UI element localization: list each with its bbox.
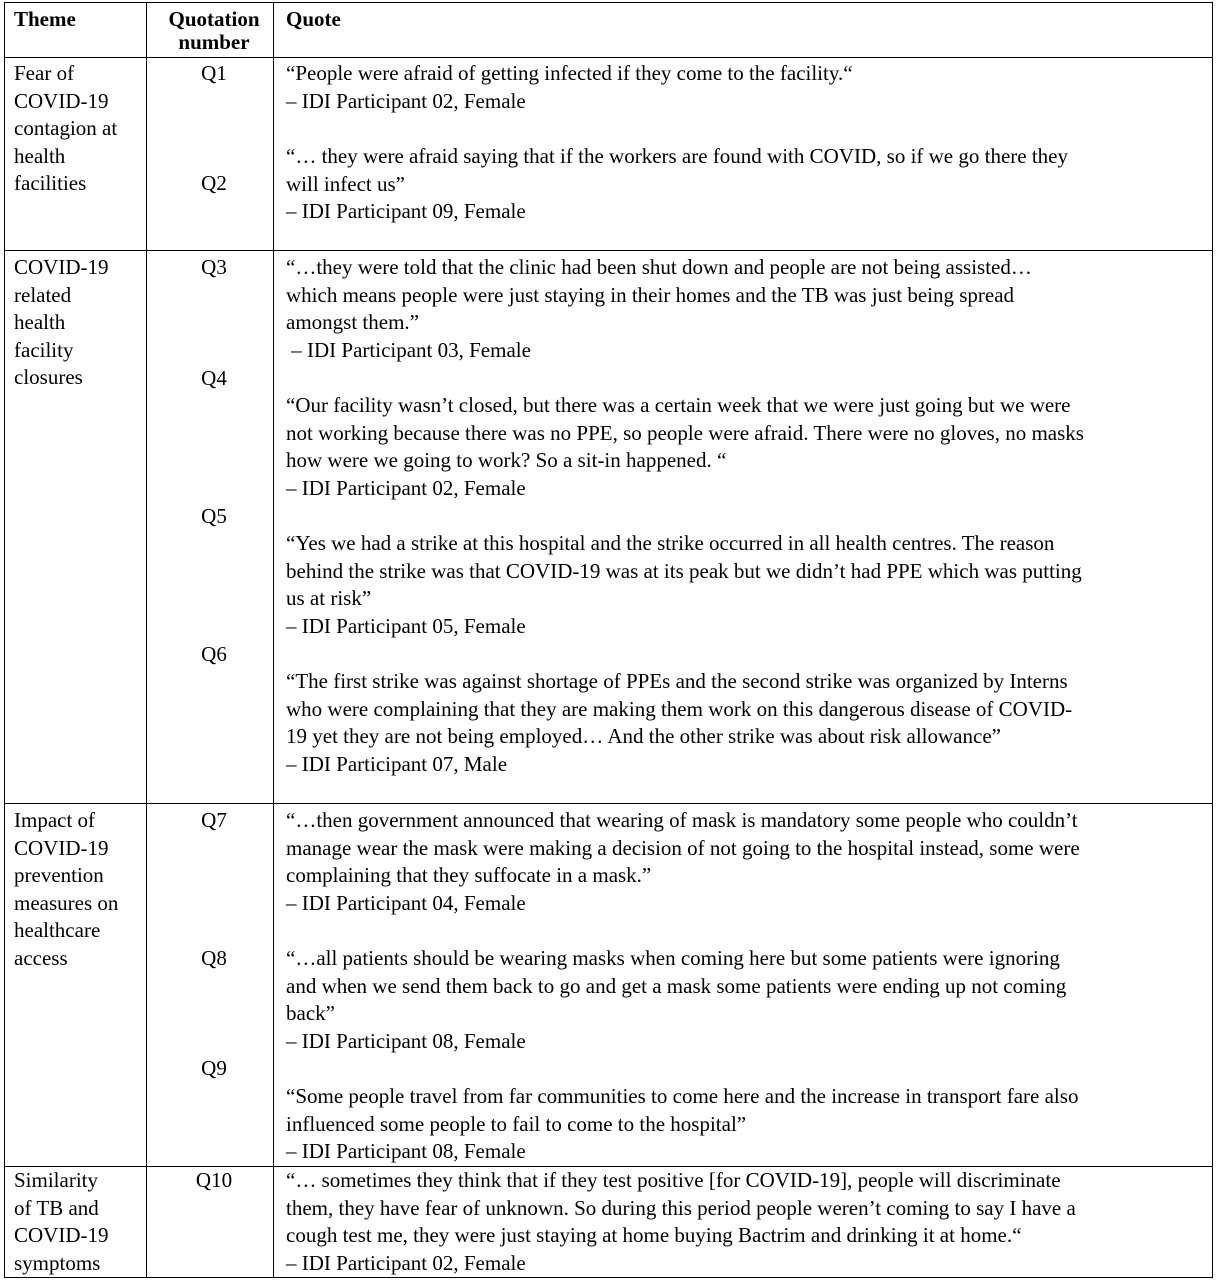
quote-line: “… they were afraid saying that if the workers are found with COVID, so if we go there they bbox=[286, 144, 1069, 168]
quote-line: influenced some people to fail to come to the hospital” bbox=[286, 1111, 747, 1136]
quote-line: “…all patients should be wearing masks when coming here but some patients were ignoring bbox=[286, 946, 1060, 970]
quotation-number: Q2 bbox=[201, 171, 227, 195]
quote-line: “… sometimes they think that if they test positive [for COVID-19], people will discriminate bbox=[286, 1168, 1061, 1192]
quotation-number: Q8 bbox=[201, 946, 227, 970]
theme-line: COVID-19 bbox=[14, 255, 109, 279]
quote-line: not working because there was no PPE, so people were afraid. There were no gloves, no masks bbox=[286, 420, 1084, 445]
theme-line: healthcare bbox=[14, 918, 101, 942]
quote-attribution: – IDI Participant 07, Male bbox=[286, 751, 508, 776]
quote-line: “…they were told that the clinic had been shut down and people are not being assisted… bbox=[286, 255, 1032, 279]
quote-attribution: – IDI Participant 08, Female bbox=[286, 1139, 526, 1163]
quote-line: 19 yet they are not being employed… And the other strike was about risk allowance” bbox=[286, 724, 1001, 748]
theme-cell bbox=[14, 60, 149, 198]
quote-line: which means people were just staying in their homes and the TB was just being spread bbox=[286, 282, 1015, 307]
theme-line: measures on bbox=[14, 890, 119, 915]
quote-attribution: – IDI Participant 02, Female bbox=[286, 1250, 526, 1275]
quote-line: will infect us” bbox=[286, 171, 405, 196]
quote-block bbox=[286, 807, 1206, 917]
quote-line: manage wear the mask were making a decision of not going to the hospital instead, some were bbox=[286, 835, 1080, 860]
quotes-table bbox=[4, 2, 1213, 1278]
quote-line: “Yes we had a strike at this hospital and the strike occurred in all health centres. The reason bbox=[286, 531, 1055, 555]
theme-line: health bbox=[14, 143, 66, 168]
quote-attribution: – IDI Participant 03, Female bbox=[286, 337, 531, 362]
quote-attribution: – IDI Participant 08, Female bbox=[286, 1028, 526, 1053]
quote-block bbox=[286, 668, 1206, 778]
quotation-number: Q3 bbox=[201, 255, 227, 279]
quote-block bbox=[286, 1083, 1206, 1166]
theme-line: health bbox=[14, 310, 66, 334]
quote-block bbox=[286, 143, 1206, 226]
quotation-number: Q1 bbox=[201, 61, 227, 85]
quote-block bbox=[286, 60, 1206, 115]
theme-line: facility bbox=[14, 337, 74, 362]
theme-line: Fear of bbox=[14, 61, 75, 85]
theme-line: Impact of bbox=[14, 808, 96, 832]
header-quotation-number bbox=[155, 8, 273, 54]
quotation-number: Q9 bbox=[201, 1056, 227, 1080]
header-theme: Theme bbox=[14, 7, 76, 31]
quote-block bbox=[286, 945, 1206, 1055]
theme-line: symptoms bbox=[14, 1250, 101, 1275]
quote-line: us at risk” bbox=[286, 586, 372, 610]
quote-line: “The first strike was against shortage of PPEs and the second strike was organized by Interns bbox=[286, 669, 1068, 693]
theme-line: prevention bbox=[14, 863, 104, 887]
quote-line: behind the strike was that COVID-19 was at its peak but we didn’t had PPE which was putting bbox=[286, 558, 1082, 583]
quote-block bbox=[286, 530, 1206, 640]
header-quote: Quote bbox=[286, 7, 341, 31]
quote-line: “Some people travel from far communities to come here and the increase in transport fare also bbox=[286, 1084, 1079, 1108]
theme-line: contagion at bbox=[14, 116, 118, 140]
quote-line: amongst them.” bbox=[286, 310, 419, 334]
theme-line: related bbox=[14, 282, 72, 307]
quote-attribution: – IDI Participant 04, Female bbox=[286, 890, 526, 915]
quotation-number: Q5 bbox=[201, 504, 227, 528]
header-number-line: Quotation bbox=[168, 7, 260, 31]
theme-cell bbox=[14, 254, 149, 392]
quote-attribution: – IDI Participant 02, Female bbox=[286, 88, 526, 113]
quote-line: “People were afraid of getting infected if they come to the facility.“ bbox=[286, 61, 853, 85]
quote-attribution: – IDI Participant 09, Female bbox=[286, 199, 526, 223]
quote-attribution: – IDI Participant 05, Female bbox=[286, 613, 526, 638]
header-number-line: number bbox=[178, 30, 250, 54]
row-divider bbox=[5, 250, 1212, 251]
quote-line: complaining that they suffocate in a mask.” bbox=[286, 863, 652, 887]
theme-line: closures bbox=[14, 365, 83, 389]
theme-line: facilities bbox=[14, 171, 87, 195]
quotation-number: Q4 bbox=[201, 366, 227, 390]
row-divider bbox=[5, 803, 1212, 804]
quote-block bbox=[286, 392, 1206, 502]
quotation-number: Q6 bbox=[201, 642, 227, 666]
quote-line: and when we send them back to go and get a mask some patients were ending up not coming bbox=[286, 973, 1067, 998]
row-divider bbox=[5, 57, 1212, 58]
theme-cell bbox=[14, 807, 149, 972]
theme-line: access bbox=[14, 945, 68, 970]
quote-attribution: – IDI Participant 02, Female bbox=[286, 475, 526, 500]
theme-cell bbox=[14, 1167, 149, 1277]
theme-line: COVID-19 bbox=[14, 88, 109, 113]
quote-line: how were we going to work? So a sit-in happened. “ bbox=[286, 448, 727, 472]
quote-line: “Our facility wasn’t closed, but there was a certain week that we were just going but we were bbox=[286, 393, 1071, 417]
quote-line: who were complaining that they are making them work on this dangerous disease of COVID- bbox=[286, 696, 1073, 721]
quote-line: them, they have fear of unknown. So during this period people weren’t coming to say I have a bbox=[286, 1195, 1076, 1220]
column-divider bbox=[273, 3, 274, 1277]
quote-block bbox=[286, 254, 1206, 364]
theme-line: of TB and bbox=[14, 1195, 99, 1220]
quote-line: back” bbox=[286, 1001, 335, 1025]
quotation-number: Q7 bbox=[201, 808, 227, 832]
quote-line: cough test me, they were just staying at home buying Bactrim and drinking it at home.“ bbox=[286, 1223, 1022, 1247]
theme-line: COVID-19 bbox=[14, 1223, 109, 1247]
theme-line: COVID-19 bbox=[14, 835, 109, 860]
theme-line: Similarity bbox=[14, 1168, 98, 1192]
quote-block bbox=[286, 1167, 1206, 1277]
quotation-number: Q10 bbox=[195, 1168, 233, 1192]
quote-line: “…then government announced that wearing of mask is mandatory some people who couldn’t bbox=[286, 808, 1078, 832]
